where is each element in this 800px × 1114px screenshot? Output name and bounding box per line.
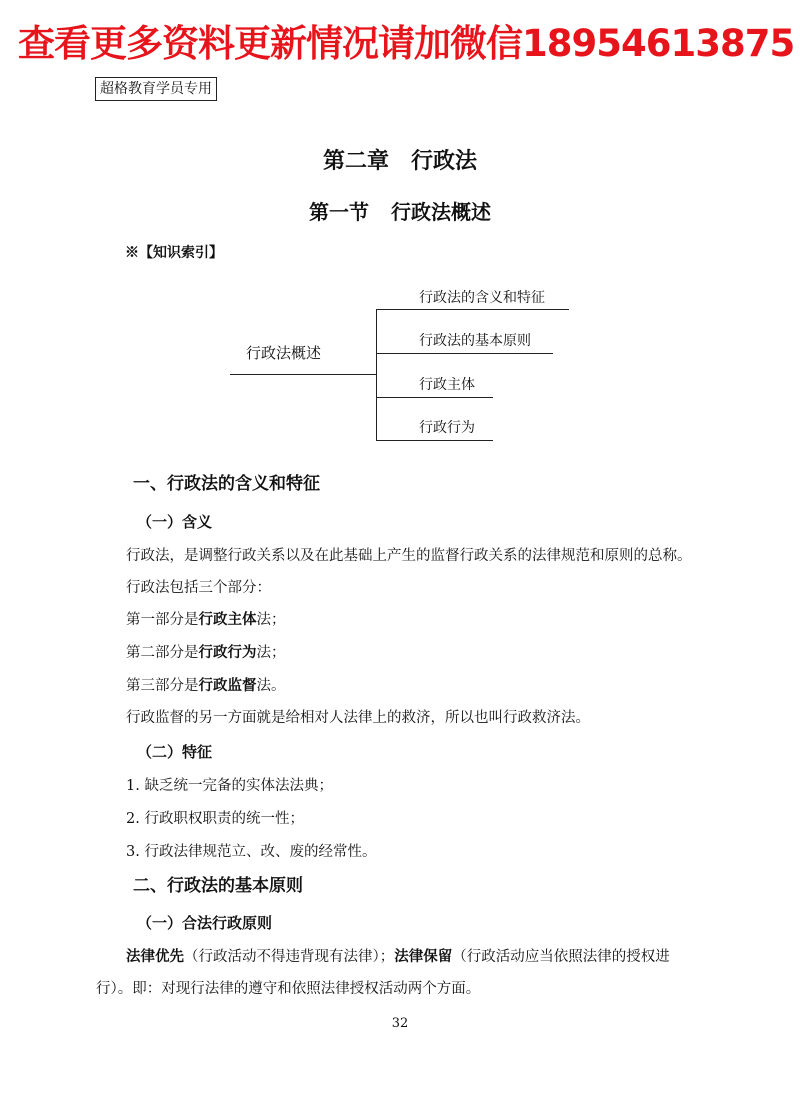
tree-branch-line-2	[376, 353, 553, 354]
tree-branch-2: 行政法的基本原则	[419, 333, 531, 349]
tree-branch-line-4	[376, 440, 493, 441]
subheading-features: （二）特征	[137, 743, 213, 761]
chapter-number: 第二章	[322, 148, 389, 174]
watermark-tag: 超格教育学员专用	[95, 77, 217, 101]
paragraph: 行）。即：对现行法律的遵守和依照法律授权活动两个方面。	[96, 981, 481, 997]
tree-branch-1: 行政法的含义和特征	[419, 290, 545, 306]
subheading-meaning: （一）含义	[137, 513, 213, 531]
tree-branch-line-1	[376, 309, 569, 310]
tree-trunk-line	[376, 309, 377, 440]
page-number: 32	[391, 1016, 409, 1031]
paragraph: 法律优先（行政活动不得违背现有法律）；法律保留（行政活动应当依照法律的授权进	[126, 948, 670, 965]
heading-1: 一、行政法的含义和特征	[133, 474, 320, 494]
tree-branch-line-3	[376, 397, 493, 398]
heading-2: 二、行政法的基本原则	[133, 876, 303, 896]
knowledge-index-label: ※【知识索引】	[125, 245, 223, 261]
list-item-part: 第二部分是行政行为法；	[126, 644, 286, 661]
section-name: 行政法概述	[391, 200, 491, 224]
list-item-part: 第一部分是行政主体法；	[126, 611, 286, 628]
paragraph: 行政监督的另一方面就是给相对人法律上的救济，所以也叫行政救济法。	[126, 710, 590, 726]
list-item-feature: 1. 缺乏统一完备的实体法法典；	[126, 778, 333, 794]
list-item-feature: 3. 行政法律规范立、改、废的经常性。	[126, 844, 377, 860]
list-item-part: 第三部分是行政监督法。	[126, 677, 286, 694]
promo-banner: 查看更多资料更新情况请加微信18954613875	[18, 22, 795, 65]
list-item-feature: 2. 行政职权职责的统一性；	[126, 811, 304, 827]
chapter-name: 行政法	[411, 148, 478, 174]
tree-root-line	[230, 374, 377, 375]
tree-branch-3: 行政主体	[419, 377, 475, 393]
paragraph: 行政法，是调整行政关系以及在此基础上产生的监督行政关系的法律规范和原则的总称。	[126, 548, 692, 564]
subheading-legality: （一）合法行政原则	[137, 914, 273, 932]
tree-root: 行政法概述	[246, 344, 322, 362]
section-number: 第一节	[309, 200, 369, 224]
knowledge-tree-diagram	[0, 0, 800, 460]
paragraph: 行政法包括三个部分：	[126, 580, 271, 596]
tree-branch-4: 行政行为	[419, 420, 475, 436]
